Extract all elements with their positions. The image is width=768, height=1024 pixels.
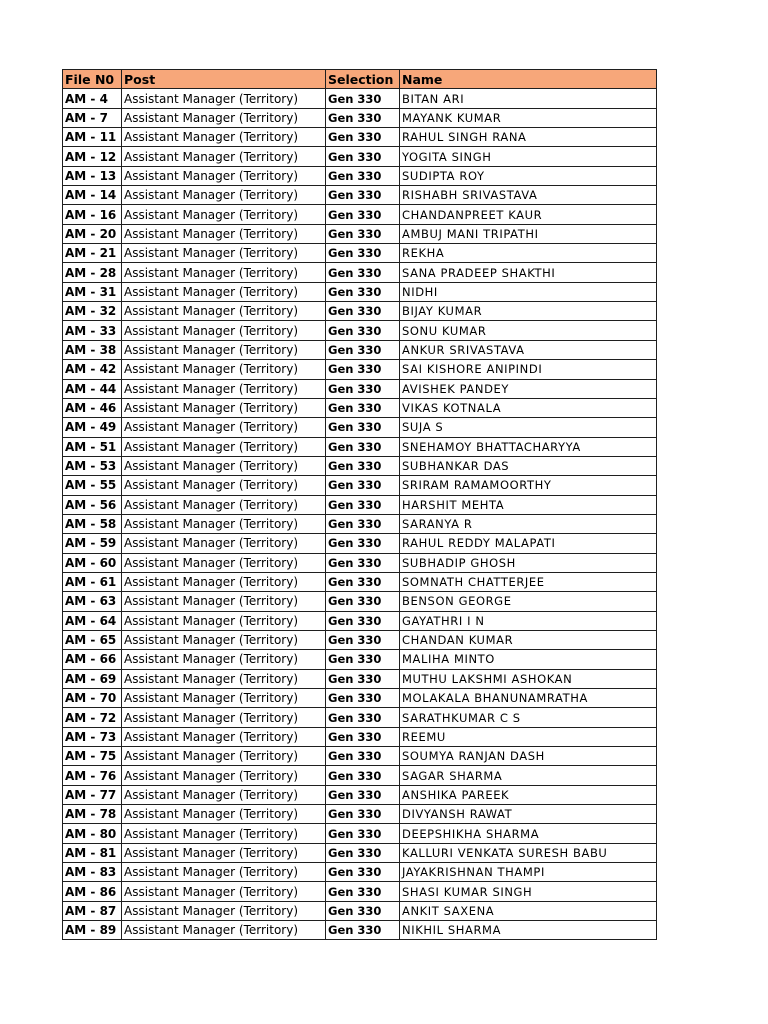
cell-name: SHASI KUMAR SINGH (400, 882, 657, 901)
table-row (63, 592, 657, 611)
table-row (63, 108, 657, 127)
cell-post: Assistant Manager (Territory) (122, 128, 326, 147)
cell-name: JAYAKRISHNAN THAMPI (400, 863, 657, 882)
cell-name: GAYATHRI I N (400, 611, 657, 630)
table-row (63, 263, 657, 282)
cell-file-no: AM - 65 (63, 630, 122, 649)
cell-selection: Gen 330 (326, 456, 400, 475)
cell-post: Assistant Manager (Territory) (122, 805, 326, 824)
cell-file-no: AM - 7 (63, 108, 122, 127)
cell-post: Assistant Manager (Territory) (122, 418, 326, 437)
cell-file-no: AM - 61 (63, 572, 122, 591)
cell-post: Assistant Manager (Territory) (122, 534, 326, 553)
cell-name: NIKHIL SHARMA (400, 921, 657, 940)
cell-selection: Gen 330 (326, 727, 400, 746)
cell-name: YOGITA SINGH (400, 147, 657, 166)
table-row (63, 805, 657, 824)
table-row (63, 360, 657, 379)
cell-file-no: AM - 31 (63, 282, 122, 301)
cell-file-no: AM - 80 (63, 824, 122, 843)
table-row (63, 863, 657, 882)
cell-name: SAGAR SHARMA (400, 766, 657, 785)
cell-selection: Gen 330 (326, 205, 400, 224)
cell-post: Assistant Manager (Territory) (122, 689, 326, 708)
cell-file-no: AM - 89 (63, 921, 122, 940)
cell-selection: Gen 330 (326, 418, 400, 437)
table-row (63, 785, 657, 804)
table-row (63, 456, 657, 475)
cell-name: BIJAY KUMAR (400, 302, 657, 321)
cell-selection: Gen 330 (326, 514, 400, 533)
cell-selection: Gen 330 (326, 901, 400, 920)
cell-file-no: AM - 11 (63, 128, 122, 147)
cell-file-no: AM - 49 (63, 418, 122, 437)
cell-name: SNEHAMOY BHATTACHARYYA (400, 437, 657, 456)
cell-file-no: AM - 81 (63, 843, 122, 862)
cell-post: Assistant Manager (Territory) (122, 147, 326, 166)
cell-post: Assistant Manager (Territory) (122, 205, 326, 224)
cell-file-no: AM - 55 (63, 476, 122, 495)
cell-name: MUTHU LAKSHMI ASHOKAN (400, 669, 657, 688)
table-row (63, 321, 657, 340)
cell-file-no: AM - 53 (63, 456, 122, 475)
cell-selection: Gen 330 (326, 785, 400, 804)
cell-file-no: AM - 33 (63, 321, 122, 340)
cell-name: KALLURI VENKATA SURESH BABU (400, 843, 657, 862)
cell-file-no: AM - 56 (63, 495, 122, 514)
cell-name: SAI KISHORE ANIPINDI (400, 360, 657, 379)
cell-name: CHANDANPREET KAUR (400, 205, 657, 224)
cell-post: Assistant Manager (Territory) (122, 321, 326, 340)
cell-selection: Gen 330 (326, 592, 400, 611)
cell-file-no: AM - 75 (63, 747, 122, 766)
cell-selection: Gen 330 (326, 147, 400, 166)
cell-post: Assistant Manager (Territory) (122, 302, 326, 321)
table-row (63, 418, 657, 437)
cell-name: CHANDAN KUMAR (400, 630, 657, 649)
table-row (63, 89, 657, 108)
header-file-no: File N0 (63, 70, 122, 89)
cell-post: Assistant Manager (Territory) (122, 166, 326, 185)
cell-name: HARSHIT MEHTA (400, 495, 657, 514)
cell-selection: Gen 330 (326, 650, 400, 669)
cell-name: RISHABH SRIVASTAVA (400, 186, 657, 205)
table-row (63, 708, 657, 727)
cell-file-no: AM - 14 (63, 186, 122, 205)
cell-file-no: AM - 59 (63, 534, 122, 553)
table-row (63, 901, 657, 920)
cell-selection: Gen 330 (326, 186, 400, 205)
cell-selection: Gen 330 (326, 379, 400, 398)
cell-post: Assistant Manager (Territory) (122, 843, 326, 862)
cell-file-no: AM - 46 (63, 398, 122, 417)
table-row (63, 824, 657, 843)
cell-file-no: AM - 86 (63, 882, 122, 901)
cell-file-no: AM - 32 (63, 302, 122, 321)
cell-file-no: AM - 76 (63, 766, 122, 785)
table-row (63, 766, 657, 785)
cell-name: NIDHI (400, 282, 657, 301)
cell-selection: Gen 330 (326, 282, 400, 301)
cell-selection: Gen 330 (326, 89, 400, 108)
cell-file-no: AM - 64 (63, 611, 122, 630)
cell-file-no: AM - 28 (63, 263, 122, 282)
cell-post: Assistant Manager (Territory) (122, 669, 326, 688)
cell-selection: Gen 330 (326, 921, 400, 940)
cell-post: Assistant Manager (Territory) (122, 630, 326, 649)
table-row (63, 224, 657, 243)
cell-selection: Gen 330 (326, 553, 400, 572)
table-row (63, 843, 657, 862)
cell-post: Assistant Manager (Territory) (122, 882, 326, 901)
cell-selection: Gen 330 (326, 882, 400, 901)
cell-name: AMBUJ MANI TRIPATHI (400, 224, 657, 243)
cell-name: SUBHANKAR DAS (400, 456, 657, 475)
cell-selection: Gen 330 (326, 863, 400, 882)
cell-selection: Gen 330 (326, 340, 400, 359)
cell-post: Assistant Manager (Territory) (122, 282, 326, 301)
cell-name: VIKAS KOTNALA (400, 398, 657, 417)
table-body (63, 89, 657, 940)
cell-file-no: AM - 70 (63, 689, 122, 708)
cell-post: Assistant Manager (Territory) (122, 379, 326, 398)
cell-name: SARATHKUMAR C S (400, 708, 657, 727)
cell-selection: Gen 330 (326, 166, 400, 185)
cell-file-no: AM - 60 (63, 553, 122, 572)
cell-post: Assistant Manager (Territory) (122, 650, 326, 669)
cell-name: DEEPSHIKHA SHARMA (400, 824, 657, 843)
cell-selection: Gen 330 (326, 476, 400, 495)
cell-post: Assistant Manager (Territory) (122, 592, 326, 611)
table-row (63, 495, 657, 514)
table-row (63, 534, 657, 553)
cell-selection: Gen 330 (326, 108, 400, 127)
cell-post: Assistant Manager (Territory) (122, 901, 326, 920)
table-row (63, 476, 657, 495)
cell-post: Assistant Manager (Territory) (122, 727, 326, 746)
cell-post: Assistant Manager (Territory) (122, 572, 326, 591)
cell-name: SUDIPTA ROY (400, 166, 657, 185)
table-row (63, 572, 657, 591)
cell-selection: Gen 330 (326, 766, 400, 785)
header-name: Name (400, 70, 657, 89)
cell-post: Assistant Manager (Territory) (122, 340, 326, 359)
cell-name: SRIRAM RAMAMOORTHY (400, 476, 657, 495)
cell-selection: Gen 330 (326, 805, 400, 824)
cell-file-no: AM - 83 (63, 863, 122, 882)
table-row (63, 689, 657, 708)
table-row (63, 650, 657, 669)
cell-name: ANSHIKA PAREEK (400, 785, 657, 804)
cell-name: SARANYA R (400, 514, 657, 533)
cell-post: Assistant Manager (Territory) (122, 921, 326, 940)
cell-selection: Gen 330 (326, 495, 400, 514)
cell-post: Assistant Manager (Territory) (122, 224, 326, 243)
cell-post: Assistant Manager (Territory) (122, 360, 326, 379)
cell-name: REKHA (400, 244, 657, 263)
cell-selection: Gen 330 (326, 669, 400, 688)
cell-selection: Gen 330 (326, 611, 400, 630)
cell-name: SUJA S (400, 418, 657, 437)
cell-post: Assistant Manager (Territory) (122, 785, 326, 804)
cell-file-no: AM - 58 (63, 514, 122, 533)
cell-post: Assistant Manager (Territory) (122, 263, 326, 282)
cell-post: Assistant Manager (Territory) (122, 456, 326, 475)
cell-post: Assistant Manager (Territory) (122, 553, 326, 572)
header-selection: Selection (326, 70, 400, 89)
header-post: Post (122, 70, 326, 89)
table-row (63, 921, 657, 940)
cell-name: SOUMYA RANJAN DASH (400, 747, 657, 766)
cell-file-no: AM - 72 (63, 708, 122, 727)
cell-file-no: AM - 87 (63, 901, 122, 920)
cell-post: Assistant Manager (Territory) (122, 611, 326, 630)
cell-file-no: AM - 77 (63, 785, 122, 804)
table-row (63, 882, 657, 901)
cell-post: Assistant Manager (Territory) (122, 244, 326, 263)
cell-selection: Gen 330 (326, 224, 400, 243)
cell-selection: Gen 330 (326, 708, 400, 727)
cell-selection: Gen 330 (326, 689, 400, 708)
table-row (63, 302, 657, 321)
header-row (63, 70, 657, 89)
cell-file-no: AM - 4 (63, 89, 122, 108)
table-row (63, 186, 657, 205)
cell-selection: Gen 330 (326, 128, 400, 147)
table-row (63, 147, 657, 166)
table-row (63, 166, 657, 185)
table-row (63, 282, 657, 301)
cell-name: ANKUR SRIVASTAVA (400, 340, 657, 359)
table-row (63, 514, 657, 533)
cell-post: Assistant Manager (Territory) (122, 398, 326, 417)
results-table (62, 69, 657, 940)
cell-selection: Gen 330 (326, 747, 400, 766)
table-row (63, 611, 657, 630)
table-row (63, 553, 657, 572)
table-row (63, 205, 657, 224)
cell-file-no: AM - 63 (63, 592, 122, 611)
cell-name: ANKIT SAXENA (400, 901, 657, 920)
cell-post: Assistant Manager (Territory) (122, 437, 326, 456)
cell-selection: Gen 330 (326, 572, 400, 591)
cell-file-no: AM - 66 (63, 650, 122, 669)
cell-name: SOMNATH CHATTERJEE (400, 572, 657, 591)
cell-name: DIVYANSH RAWAT (400, 805, 657, 824)
cell-name: MAYANK KUMAR (400, 108, 657, 127)
cell-post: Assistant Manager (Territory) (122, 514, 326, 533)
table-row (63, 340, 657, 359)
table-row (63, 437, 657, 456)
cell-file-no: AM - 69 (63, 669, 122, 688)
cell-file-no: AM - 42 (63, 360, 122, 379)
cell-name: BENSON GEORGE (400, 592, 657, 611)
table-row (63, 630, 657, 649)
cell-selection: Gen 330 (326, 244, 400, 263)
cell-selection: Gen 330 (326, 360, 400, 379)
cell-file-no: AM - 38 (63, 340, 122, 359)
cell-post: Assistant Manager (Territory) (122, 863, 326, 882)
cell-file-no: AM - 51 (63, 437, 122, 456)
cell-name: SANA PRADEEP SHAKTHI (400, 263, 657, 282)
cell-name: SONU KUMAR (400, 321, 657, 340)
table-row (63, 128, 657, 147)
table-row (63, 398, 657, 417)
cell-post: Assistant Manager (Territory) (122, 708, 326, 727)
cell-selection: Gen 330 (326, 302, 400, 321)
cell-name: RAHUL SINGH RANA (400, 128, 657, 147)
cell-file-no: AM - 78 (63, 805, 122, 824)
cell-post: Assistant Manager (Territory) (122, 108, 326, 127)
cell-post: Assistant Manager (Territory) (122, 747, 326, 766)
cell-selection: Gen 330 (326, 321, 400, 340)
cell-name: SUBHADIP GHOSH (400, 553, 657, 572)
cell-post: Assistant Manager (Territory) (122, 495, 326, 514)
cell-file-no: AM - 44 (63, 379, 122, 398)
cell-post: Assistant Manager (Territory) (122, 766, 326, 785)
cell-selection: Gen 330 (326, 263, 400, 282)
table-row (63, 727, 657, 746)
cell-name: RAHUL REDDY MALAPATI (400, 534, 657, 553)
table-row (63, 379, 657, 398)
cell-name: MOLAKALA BHANUNAMRATHA (400, 689, 657, 708)
cell-file-no: AM - 20 (63, 224, 122, 243)
cell-post: Assistant Manager (Territory) (122, 186, 326, 205)
table-row (63, 669, 657, 688)
cell-selection: Gen 330 (326, 398, 400, 417)
cell-file-no: AM - 16 (63, 205, 122, 224)
cell-post: Assistant Manager (Territory) (122, 89, 326, 108)
cell-file-no: AM - 21 (63, 244, 122, 263)
cell-post: Assistant Manager (Territory) (122, 824, 326, 843)
cell-name: REEMU (400, 727, 657, 746)
cell-selection: Gen 330 (326, 534, 400, 553)
cell-file-no: AM - 73 (63, 727, 122, 746)
cell-post: Assistant Manager (Territory) (122, 476, 326, 495)
cell-file-no: AM - 13 (63, 166, 122, 185)
cell-selection: Gen 330 (326, 437, 400, 456)
cell-file-no: AM - 12 (63, 147, 122, 166)
cell-name: MALIHA MINTO (400, 650, 657, 669)
cell-selection: Gen 330 (326, 630, 400, 649)
cell-selection: Gen 330 (326, 824, 400, 843)
cell-selection: Gen 330 (326, 843, 400, 862)
table-row (63, 747, 657, 766)
cell-name: BITAN ARI (400, 89, 657, 108)
cell-name: AVISHEK PANDEY (400, 379, 657, 398)
table-row (63, 244, 657, 263)
